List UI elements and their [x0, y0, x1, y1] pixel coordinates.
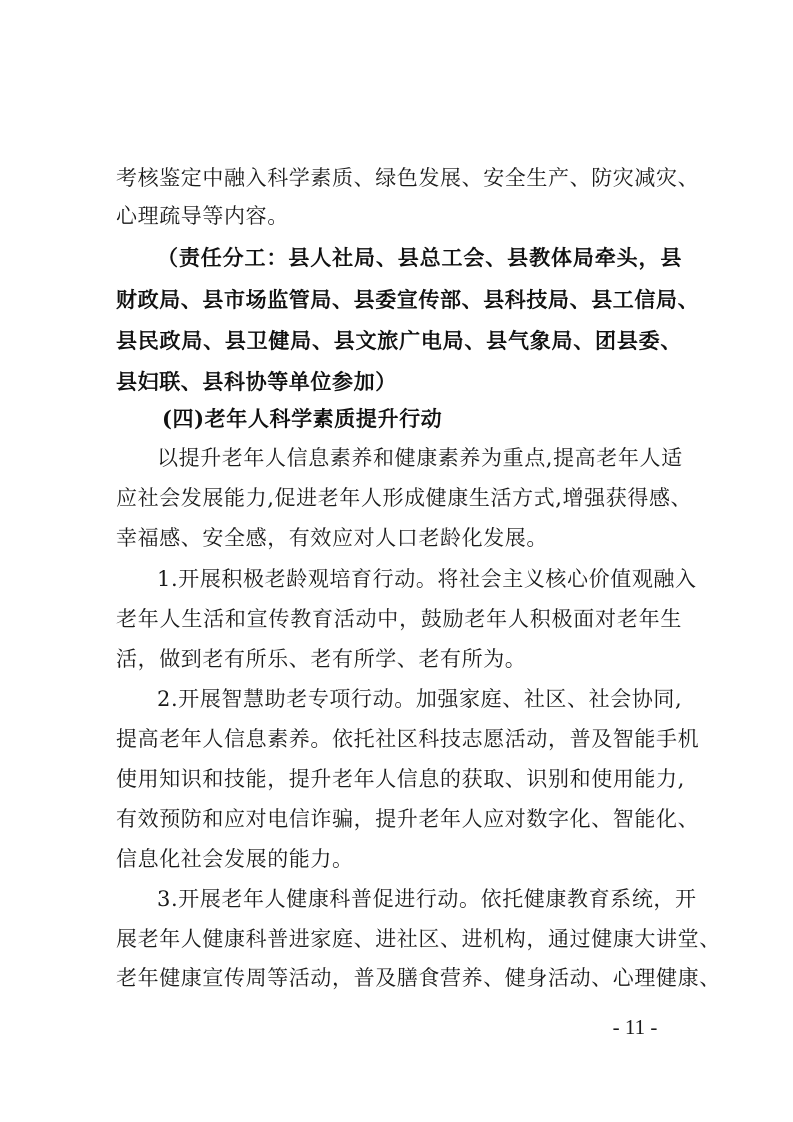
paragraph-line: 老年健康宣传周等活动，普及膳食营养、健身活动、心理健康、: [116, 966, 721, 990]
paragraph-line: 以提升老年人信息素养和健康素养为重点,提高老年人适: [157, 446, 683, 470]
paragraph-line: 展老年人健康科普进家庭、进社区、进机构，通过健康大讲堂、: [116, 927, 721, 951]
paragraph-line: 有效预防和应对电信诈骗，提升老年人应对数字化、智能化、: [116, 807, 700, 831]
paragraph-line: 提高老年人信息素养。依托社区科技志愿活动，普及智能手机: [116, 727, 700, 751]
page-number: - 11 -: [612, 1015, 658, 1039]
paragraph-line: 老年人生活和宣传教育活动中，鼓励老年人积极面对老年生: [116, 607, 682, 631]
paragraph-line: 1.开展积极老龄观培育行动。将社会主义核心价值观融入: [157, 567, 697, 591]
paragraph-line: 3.开展老年人健康科普促进行动。依托健康教育系统，开: [157, 887, 697, 911]
paragraph-line: 应社会发展能力,促进老年人形成健康生活方式,增强获得感、: [116, 486, 693, 510]
responsibility-text-line: 县民政局、县卫健局、县文旅广电局、县气象局、团县委、: [116, 328, 682, 353]
responsibility-text-line: 县妇联、县科协等单位参加）: [116, 369, 397, 394]
body-text-line: 考核鉴定中融入科学素质、绿色发展、安全生产、防灾减灾、: [116, 166, 700, 190]
paragraph-line: 2.开展智慧助老专项行动。加强家庭、社区、社会协同,: [157, 687, 683, 711]
paragraph-line: 使用知识和技能，提升老年人信息的获取、识别和使用能力,: [116, 767, 685, 791]
paragraph-line: 幸福感、安全感，有效应对人口老龄化发展。: [116, 526, 548, 550]
section-heading: (四)老年人科学素质提升行动: [162, 406, 443, 431]
body-text-line: 心理疏导等内容。: [116, 204, 289, 228]
paragraph-line: 活，做到老有所乐、老有所学、老有所为。: [116, 647, 527, 671]
paragraph-line: 信息化社会发展的能力。: [116, 847, 354, 871]
responsibility-text-line: 财政局、县市场监管局、县委宣传部、县科技局、县工信局、: [116, 287, 700, 312]
responsibility-text-line: （责任分工：县人社局、县总工会、县教体局牵头，县: [157, 245, 682, 270]
